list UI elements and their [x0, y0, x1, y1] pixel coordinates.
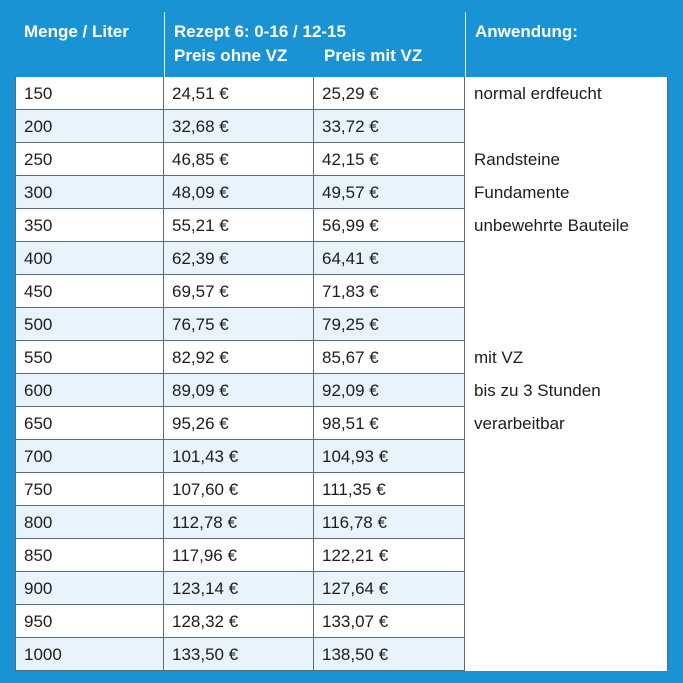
price-without-vz-cell: 48,09 €: [164, 176, 314, 209]
table-row: [15, 407, 465, 440]
quantity-cell: 300: [15, 176, 164, 209]
table-row: [15, 638, 465, 671]
table-row: [15, 209, 465, 242]
header-recipe-label: Rezept 6: 0-16 / 12-15: [174, 22, 346, 41]
quantity-cell: 850: [15, 539, 164, 572]
price-with-vz-cell: 79,25 €: [314, 308, 465, 341]
table-row: [15, 539, 465, 572]
usage-text: Fundamente: [474, 183, 570, 202]
table-row: [15, 242, 465, 275]
quantity-cell: 450: [15, 275, 164, 308]
price-with-vz-cell: 104,93 €: [314, 440, 465, 473]
quantity-cell: 150: [15, 77, 164, 110]
usage-text: Randsteine: [474, 150, 561, 169]
price-without-vz-cell: 101,43 €: [164, 440, 314, 473]
table-row: [15, 176, 465, 209]
price-without-vz-cell: 123,14 €: [164, 572, 314, 605]
table-row: [15, 572, 465, 605]
price-with-vz-cell: 111,35 €: [314, 473, 465, 506]
usage-text: unbewehrte Bauteile: [474, 216, 630, 235]
header-quantity: [0, 0, 164, 77]
price-with-vz-cell: 133,07 €: [314, 605, 465, 638]
quantity-cell: 950: [15, 605, 164, 638]
price-without-vz-cell: 89,09 €: [164, 374, 314, 407]
price-with-vz-cell: 116,78 €: [314, 506, 465, 539]
quantity-cell: 250: [15, 143, 164, 176]
price-with-vz-cell: 127,64 €: [314, 572, 465, 605]
price-with-vz-cell: 64,41 €: [314, 242, 465, 275]
table-row: [15, 275, 465, 308]
price-without-vz-cell: 76,75 €: [164, 308, 314, 341]
price-with-vz-cell: 33,72 €: [314, 110, 465, 143]
quantity-cell: 800: [15, 506, 164, 539]
price-with-vz-cell: 85,67 €: [314, 341, 465, 374]
quantity-cell: 500: [15, 308, 164, 341]
header-price-without-label: Preis ohne VZ: [174, 46, 288, 65]
table-row: [15, 506, 465, 539]
price-with-vz-cell: 92,09 €: [314, 374, 465, 407]
price-with-vz-cell: 122,21 €: [314, 539, 465, 572]
price-with-vz-cell: 49,57 €: [314, 176, 465, 209]
quantity-cell: 900: [15, 572, 164, 605]
quantity-cell: 700: [15, 440, 164, 473]
price-without-vz-cell: 133,50 €: [164, 638, 314, 671]
price-without-vz-cell: 24,51 €: [164, 77, 314, 110]
quantity-cell: 550: [15, 341, 164, 374]
quantity-cell: 600: [15, 374, 164, 407]
header-usage-label: Anwendung:: [475, 22, 578, 41]
price-without-vz-cell: 128,32 €: [164, 605, 314, 638]
price-with-vz-cell: 98,51 €: [314, 407, 465, 440]
table-row: [15, 143, 465, 176]
price-table-body: [15, 77, 668, 671]
quantity-cell: 1000: [15, 638, 164, 671]
usage-text: normal erdfeucht: [474, 84, 602, 103]
price-without-vz-cell: 62,39 €: [164, 242, 314, 275]
table-row: [15, 374, 465, 407]
table-row: [15, 605, 465, 638]
header-usage: [465, 0, 668, 77]
price-with-vz-cell: 56,99 €: [314, 209, 465, 242]
quantity-cell: 200: [15, 110, 164, 143]
price-without-vz-cell: 95,26 €: [164, 407, 314, 440]
usage-text: bis zu 3 Stunden: [474, 381, 601, 400]
price-with-vz-cell: 138,50 €: [314, 638, 465, 671]
table-row: [15, 77, 465, 110]
table-row: [15, 440, 465, 473]
table-row: [15, 110, 465, 143]
usage-text: mit VZ: [474, 348, 524, 367]
price-with-vz-cell: 71,83 €: [314, 275, 465, 308]
header-price-with-label: Preis mit VZ: [324, 46, 423, 65]
usage-text: verarbeitbar: [474, 414, 565, 433]
quantity-cell: 750: [15, 473, 164, 506]
header-quantity-label: Menge / Liter: [24, 22, 129, 41]
price-without-vz-cell: 82,92 €: [164, 341, 314, 374]
price-with-vz-cell: 25,29 €: [314, 77, 465, 110]
table-row: [15, 473, 465, 506]
price-without-vz-cell: 32,68 €: [164, 110, 314, 143]
table-row: [15, 341, 465, 374]
header-recipe: [164, 0, 465, 77]
table-row: [15, 308, 465, 341]
quantity-cell: 350: [15, 209, 164, 242]
price-without-vz-cell: 117,96 €: [164, 539, 314, 572]
price-without-vz-cell: 46,85 €: [164, 143, 314, 176]
quantity-cell: 650: [15, 407, 164, 440]
quantity-cell: 400: [15, 242, 164, 275]
price-without-vz-cell: 69,57 €: [164, 275, 314, 308]
price-without-vz-cell: 112,78 €: [164, 506, 314, 539]
price-without-vz-cell: 55,21 €: [164, 209, 314, 242]
price-with-vz-cell: 42,15 €: [314, 143, 465, 176]
price-without-vz-cell: 107,60 €: [164, 473, 314, 506]
usage-column: [465, 77, 668, 671]
